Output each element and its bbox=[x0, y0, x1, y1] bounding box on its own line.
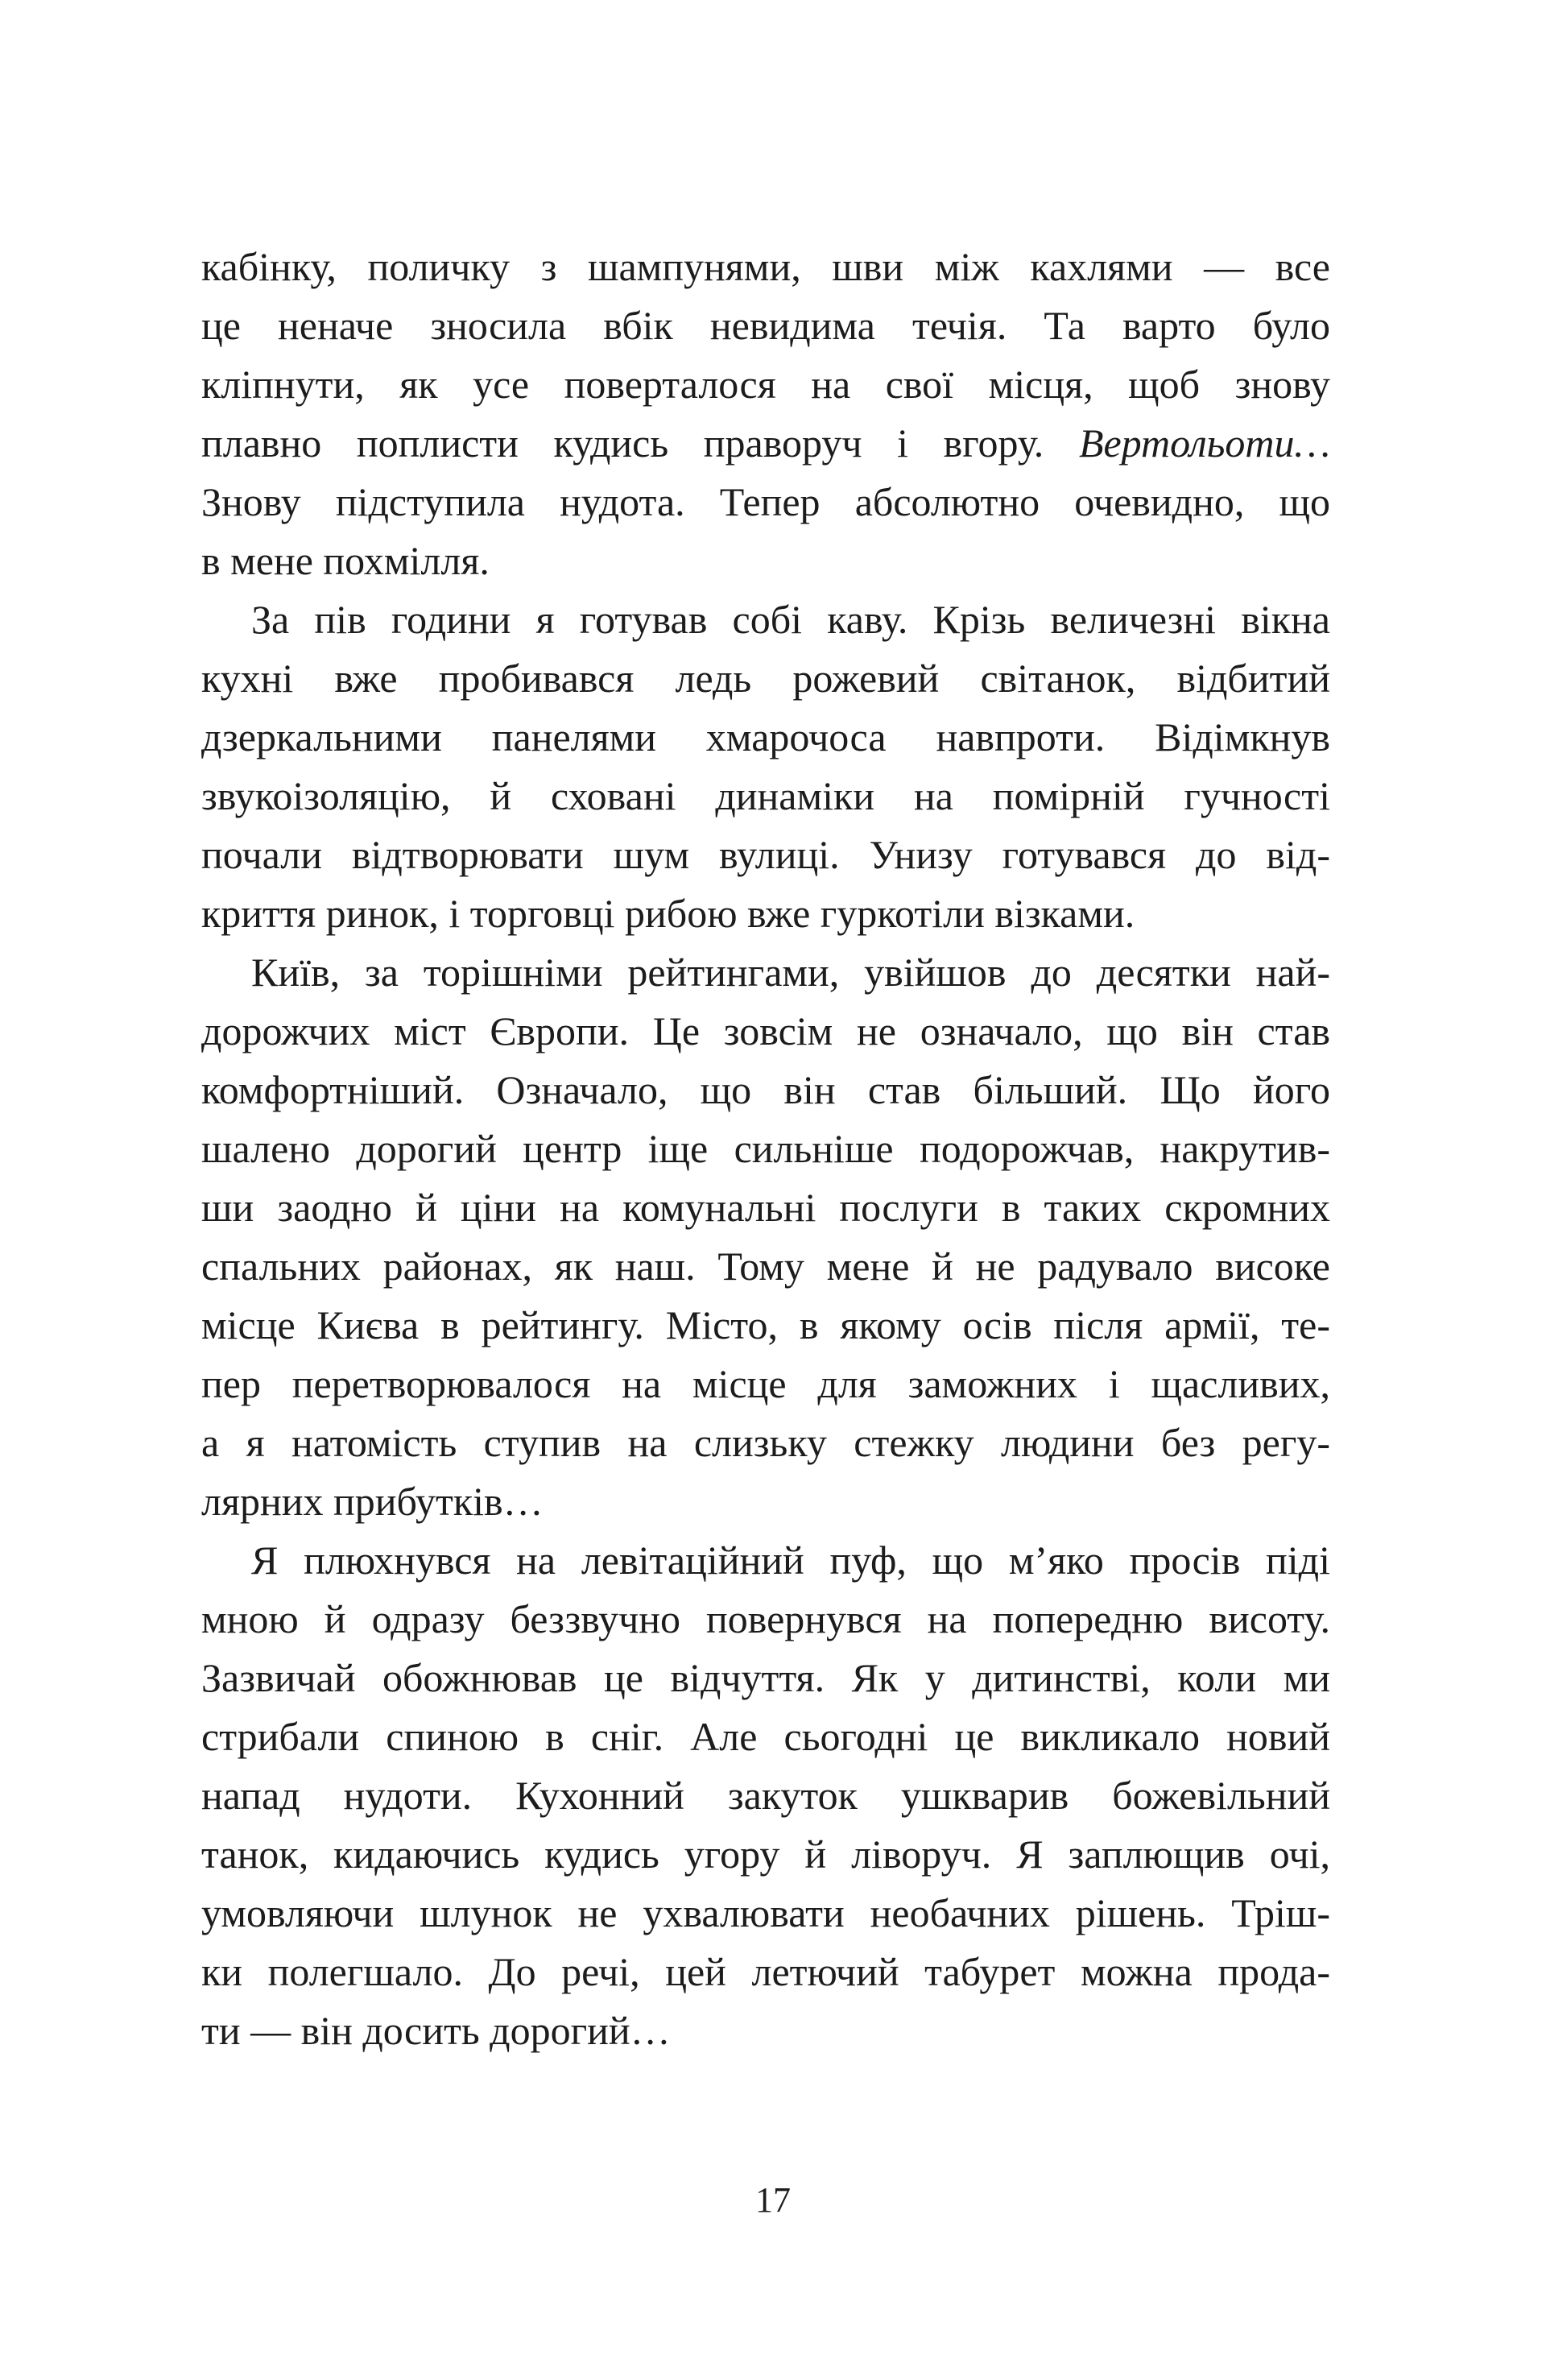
text-line: комфортніший. Означало, що він став більший. Що його bbox=[201, 1067, 1330, 1112]
text-line: Київ, за торішніми рейтингами, увійшов до десятки най- bbox=[251, 950, 1330, 995]
text-line: а я натомість ступив на слизьку стежку людини без регу- bbox=[201, 1420, 1330, 1465]
text-line: в мене похмілля. bbox=[201, 538, 490, 583]
text-line: місце Києва в рейтингу. Місто, в якому осів після армії, те- bbox=[201, 1302, 1330, 1347]
text-line: За пів години я готував собі каву. Крізь величезні вікна bbox=[251, 597, 1330, 642]
text-line: дорожчих міст Європи. Це зовсім не означало, що він став bbox=[201, 1008, 1330, 1053]
text-line: кухні вже пробивався ледь рожевий світанок, відбитий bbox=[201, 656, 1330, 701]
page-number: 17 bbox=[755, 2180, 791, 2220]
text-line: лярних прибутків… bbox=[201, 1479, 544, 1524]
italic-word: Вертольоти… bbox=[1078, 420, 1330, 466]
text-line: спальних районах, як наш. Тому мене й не радувало високе bbox=[201, 1244, 1330, 1289]
text-line: Знову підступила нудота. Тепер абсолютно очевидно, що bbox=[201, 479, 1330, 524]
text-line: криття ринок, і торговці рибою вже гуркотіли візками. bbox=[201, 891, 1135, 936]
text-line: почали відтворювати шум вулиці. Унизу готувався до від- bbox=[201, 832, 1330, 877]
text-line: шалено дорогий центр іще сильніше подорожчав, накрутив- bbox=[201, 1126, 1330, 1171]
text-line: пер перетворювалося на місце для заможних і щасливих, bbox=[201, 1361, 1330, 1406]
text-line: мною й одразу беззвучно повернувся на попередню висоту. bbox=[201, 1596, 1330, 1641]
text-line: кліпнути, як усе поверталося на свої місця, щоб знову bbox=[201, 362, 1330, 407]
text-fragment: плавно поплисти кудись праворуч і вгору. bbox=[201, 420, 1044, 466]
text-line: ти — він досить дорогий… bbox=[201, 2008, 671, 2053]
text-line: умовляючи шлунок не ухвалювати необачних рішень. Тріш- bbox=[201, 1890, 1330, 1935]
text-line: звукоізоляцію, й сховані динаміки на помірній гучності bbox=[201, 773, 1330, 818]
text-line: танок, кидаючись кудись угору й ліворуч. Я заплющив очі, bbox=[201, 1832, 1330, 1877]
text-line: стрибали спиною в сніг. Але сьогодні це викликало новий bbox=[201, 1714, 1330, 1759]
text-line: дзеркальними панелями хмарочоса навпроти. Відімкнув bbox=[201, 714, 1330, 760]
text-line bbox=[201, 414, 1330, 473]
text-line: напад нудоти. Кухонний закуток ушкварив божевільний bbox=[201, 1773, 1330, 1818]
text-line: Зазвичай обожнював це відчуття. Як у дитинстві, коли ми bbox=[201, 1655, 1330, 1700]
text-line: ши заодно й ціни на комунальні послуги в таких скромних bbox=[201, 1185, 1330, 1230]
text-line: ки полегшало. До речі, цей летючий табурет можна прода- bbox=[201, 1949, 1330, 1994]
text-line: Я плюхнувся на левітаційний пуф, що м’яко просів піді bbox=[251, 1538, 1330, 1583]
text-line: кабінку, поличку з шампунями, шви між кахлями — все bbox=[201, 244, 1330, 289]
text-line: це неначе зносила вбік невидима течія. Та варто було bbox=[201, 303, 1330, 348]
